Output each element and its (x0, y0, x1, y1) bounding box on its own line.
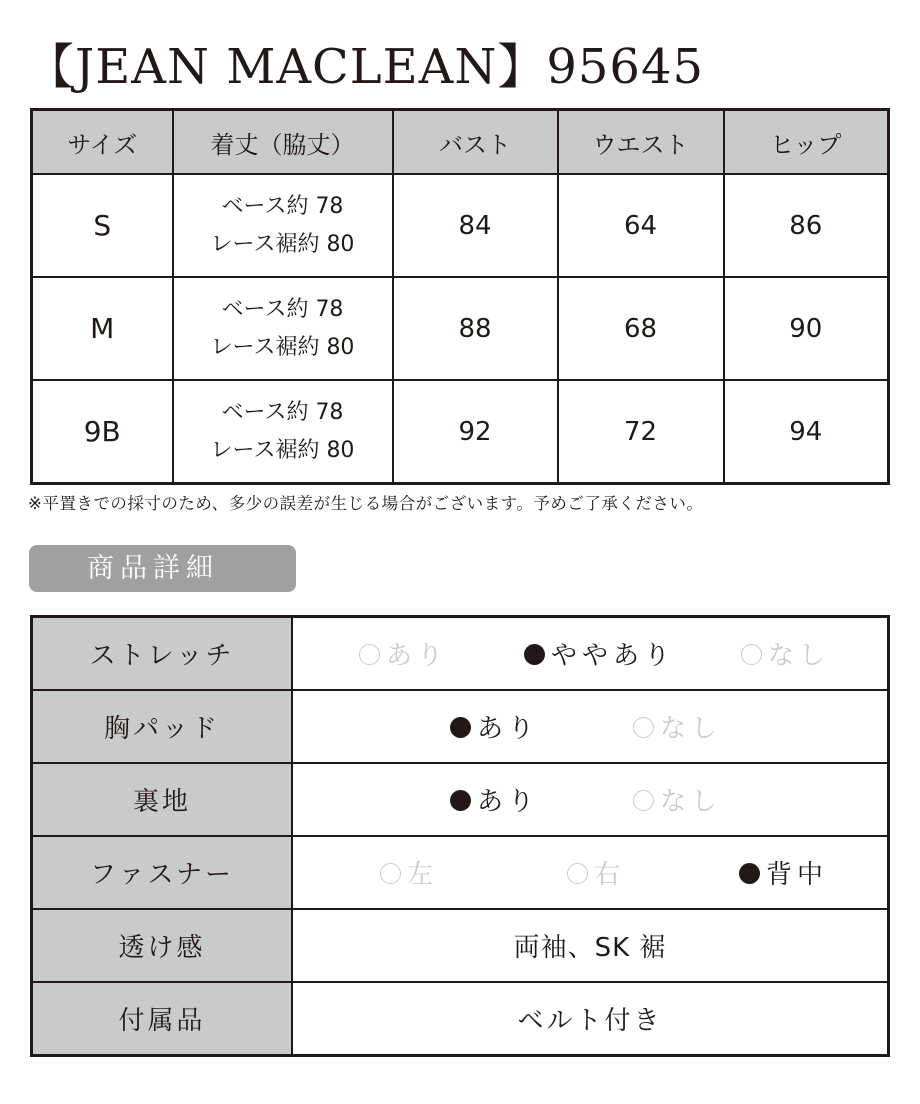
option (359, 635, 524, 672)
radio-mark-icon (450, 717, 471, 738)
bust-cell: 84 (393, 174, 558, 277)
option (739, 854, 828, 891)
waist-cell: 68 (558, 277, 724, 380)
radio-mark-icon (450, 790, 471, 811)
option (567, 854, 739, 891)
length-cell (173, 380, 393, 484)
detail-label: ストレッチ (32, 617, 293, 691)
hip-cell: 94 (724, 380, 889, 484)
option-group (294, 765, 886, 834)
detail-row-lining (32, 763, 889, 836)
detail-options (292, 763, 889, 836)
option (450, 781, 633, 818)
size-cell: M (32, 277, 173, 380)
bust-cell: 88 (393, 277, 558, 380)
option-label: 背中 (766, 860, 829, 890)
option-label: ややあり (551, 641, 676, 671)
option (633, 781, 722, 818)
radio-mark-icon (633, 790, 654, 811)
option-group (294, 838, 886, 907)
option (633, 708, 722, 745)
option-group (294, 692, 886, 761)
header-bust: バスト (393, 110, 558, 175)
header-hip: ヒップ (724, 110, 889, 175)
radio-mark-icon (633, 717, 654, 738)
radio-mark-icon (739, 863, 760, 884)
detail-row-pad (32, 690, 889, 763)
detail-row-accessories (32, 982, 889, 1056)
option-label: なし (768, 641, 831, 671)
waist-cell: 64 (558, 174, 724, 277)
detail-row-zipper (32, 836, 889, 909)
radio-mark-icon (359, 644, 380, 665)
length-base: ベース約 78 (221, 399, 344, 425)
option-label: あり (477, 714, 540, 744)
length-cell (173, 277, 393, 380)
page-title: 【JEAN MACLEAN】95645 (26, 39, 705, 95)
detail-label: 透け感 (32, 909, 293, 982)
detail-row-sheerness (32, 909, 889, 982)
option-group (294, 619, 886, 688)
option-label: 右 (594, 860, 626, 890)
bust-cell: 92 (393, 380, 558, 484)
table-row (32, 380, 889, 484)
option (524, 635, 741, 672)
size-cell: 9B (32, 380, 173, 484)
option-label: なし (660, 714, 723, 744)
detail-value: ベルト付き (292, 982, 889, 1056)
hip-cell: 90 (724, 277, 889, 380)
size-cell: S (32, 174, 173, 277)
option-label: あり (386, 641, 449, 671)
length-lace: レース裾約 80 (210, 231, 355, 257)
measurement-note: ※平置きでの採寸のため、多少の誤差が生じる場合がございます。予めご了承ください。 (28, 494, 704, 513)
detail-label: ファスナー (32, 836, 293, 909)
radio-mark-icon (380, 863, 401, 884)
detail-options (292, 690, 889, 763)
table-row (32, 277, 889, 380)
option (741, 635, 830, 672)
option-label: 左 (407, 860, 439, 890)
detail-value: 両袖、SK 裾 (292, 909, 889, 982)
header-length: 着丈（脇丈） (173, 110, 393, 175)
detail-table (30, 615, 890, 1057)
length-cell (173, 174, 393, 277)
detail-label: 裏地 (32, 763, 293, 836)
table-row (32, 174, 889, 277)
option-label: あり (477, 787, 540, 817)
option-label: なし (660, 787, 723, 817)
length-base: ベース約 78 (221, 193, 344, 219)
length-lace: レース裾約 80 (210, 437, 355, 463)
size-table-header-row (32, 110, 889, 175)
header-size: サイズ (32, 110, 173, 175)
radio-mark-icon (524, 644, 545, 665)
option (380, 854, 567, 891)
waist-cell: 72 (558, 380, 724, 484)
section-badge: 商品詳細 (29, 545, 296, 592)
radio-mark-icon (567, 863, 588, 884)
header-waist: ウエスト (558, 110, 724, 175)
hip-cell: 86 (724, 174, 889, 277)
detail-label: 付属品 (32, 982, 293, 1056)
detail-options (292, 836, 889, 909)
length-base: ベース約 78 (221, 296, 344, 322)
detail-options (292, 617, 889, 691)
detail-row-stretch (32, 617, 889, 691)
radio-mark-icon (741, 644, 762, 665)
option (450, 708, 633, 745)
detail-label: 胸パッド (32, 690, 293, 763)
length-lace: レース裾約 80 (210, 334, 355, 360)
size-table (30, 108, 890, 485)
